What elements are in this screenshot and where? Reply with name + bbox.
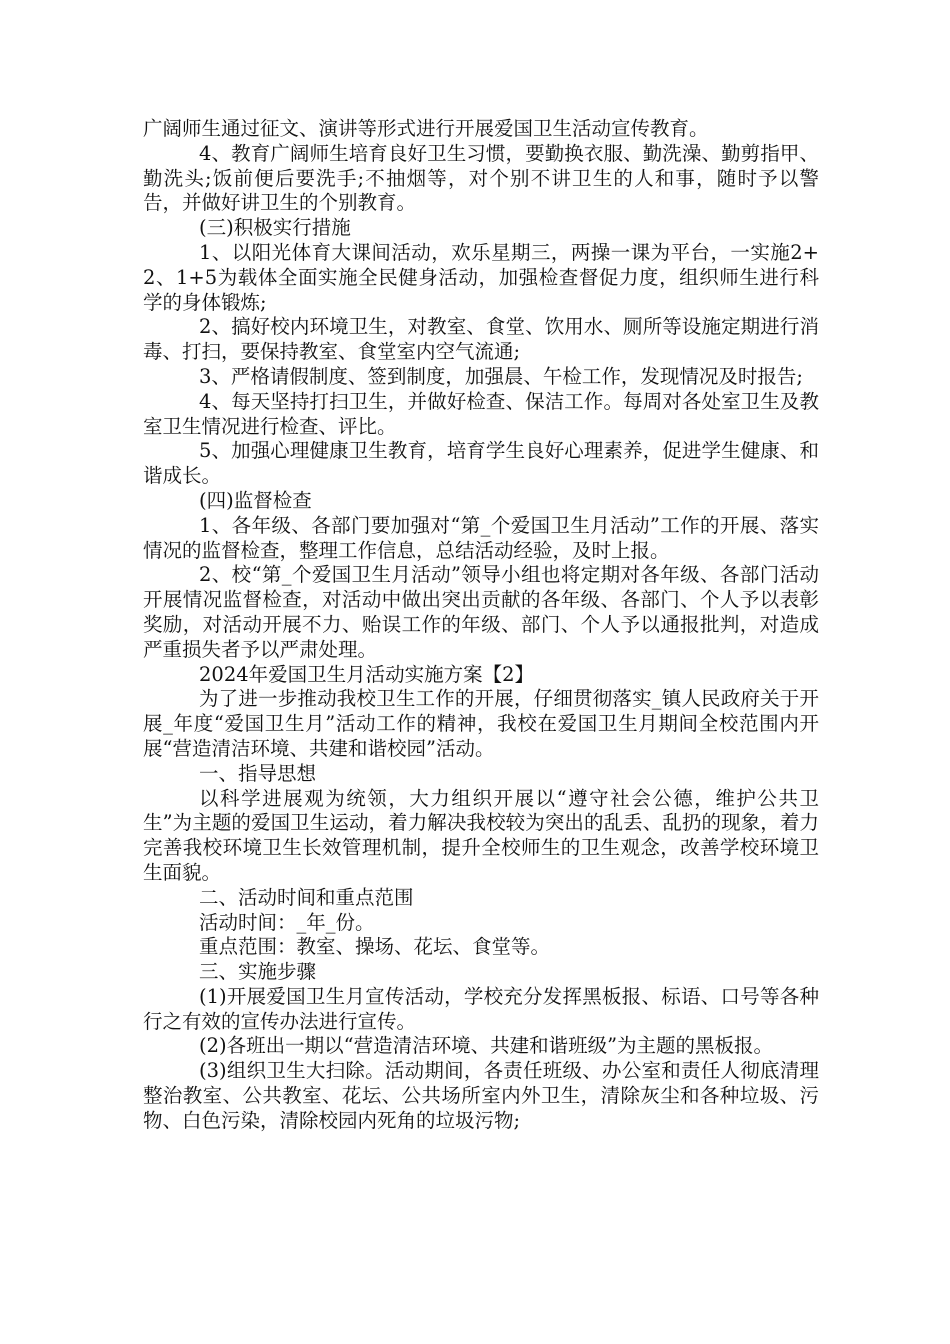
paragraph-1: 广阔师生通过征文、演讲等形式进行开展爱国卫生活动宣传教育。 xyxy=(143,117,709,140)
paragraph-15: 以科学进展观为统领，大力组织开展以“遵守社会公德，维护公共卫生”为主题的爱国卫生运动，着力解决我校较为突出的乱丢、乱扔的现象，着力完善我校环境卫生长效管理机制，提升全校师生的卫生观念，改善学校环境卫生面貌。 xyxy=(143,786,819,884)
step-2: (2)各班出一期以“营造清洁环境、共建和谐班级”为主题的黑板报。 xyxy=(199,1034,774,1058)
paragraph-10: 1、各年级、各部门要加强对“第_个爱国卫生月活动”工作的开展、落实情况的监督检查，整理工作信息，总结活动经验，及时上报。 xyxy=(143,513,819,562)
document-title-2: 2024年爱国卫生月活动实施方案【2】 xyxy=(199,662,535,686)
step-3: (3)组织卫生大扫除。活动期间，各责任班级、办公室和责任人彻底清理整治教室、公共教室、花坛、公共场所室内外卫生，清除灰尘和各种垃圾、污物、白色污染，清除校园内死角的垃圾污物; xyxy=(143,1059,819,1132)
section-heading-3: (三)积极实行措施 xyxy=(199,216,351,240)
section-heading-steps: 三、实施步骤 xyxy=(199,960,317,984)
paragraph-2: 4、教育广阔师生培育良好卫生习惯，要勤换衣服、勤洗澡、勤剪指甲、勤洗头;饭前便后要洗手;不抽烟等，对个别不讲卫生的人和事，随时予以警告，并做好讲卫生的个别教育。 xyxy=(143,141,819,215)
section-heading-4: (四)监督检查 xyxy=(199,488,312,512)
paragraph-13: 为了进一步推动我校卫生工作的开展，仔细贯彻落实_镇人民政府关于开展_年度“爱国卫生月”活动工作的精神，我校在爱国卫生月期间全校范围内开展“营造清洁环境、共建和谐校园”活动。 xyxy=(143,687,819,760)
document-page xyxy=(143,117,819,1134)
paragraph-6: 3、严格请假制度、签到制度，加强晨、午检工作，发现情况及时报告; xyxy=(199,364,803,388)
paragraph-5: 2、搞好校内环境卫生，对教室、食堂、饮用水、厕所等设施定期进行消毒、打扫，要保持教室、食堂室内空气流通; xyxy=(143,315,819,364)
section-heading-guiding-idea: 一、指导思想 xyxy=(199,761,317,785)
paragraph-11: 2、校“第_个爱国卫生月活动”领导小组也将定期对各年级、各部门活动开展情况监督检查，对活动中做出突出贡献的各年级、各部门、个人予以表彰奖励，对活动开展不力、贻误工作的年级、部门、个人予以通报批判，对造成严重损失者予以严肃处理。 xyxy=(143,563,819,661)
section-heading-time-scope: 二、活动时间和重点范围 xyxy=(199,885,414,909)
paragraph-4: 1、以阳光体育大课间活动，欢乐星期三，两操一课为平台，一实施2+2、1+5为载体全面实施全民健身活动，加强检查督促力度，组织师生进行科学的身体锻炼; xyxy=(143,240,819,314)
paragraph-8: 5、加强心理健康卫生教育，培育学生良好心理素养，促进学生健康、和谐成长。 xyxy=(143,439,819,488)
key-scope: 重点范围：教室、操场、花坛、食堂等。 xyxy=(199,935,551,959)
step-1: (1)开展爱国卫生月宣传活动，学校充分发挥黑板报、标语、口号等各种行之有效的宣传办法进行宣传。 xyxy=(143,984,819,1033)
activity-time: 活动时间：_年_份。 xyxy=(199,910,375,934)
paragraph-7: 4、每天坚持打扫卫生，并做好检查、保洁工作。每周对各处室卫生及教室卫生情况进行检查、评比。 xyxy=(143,389,819,438)
